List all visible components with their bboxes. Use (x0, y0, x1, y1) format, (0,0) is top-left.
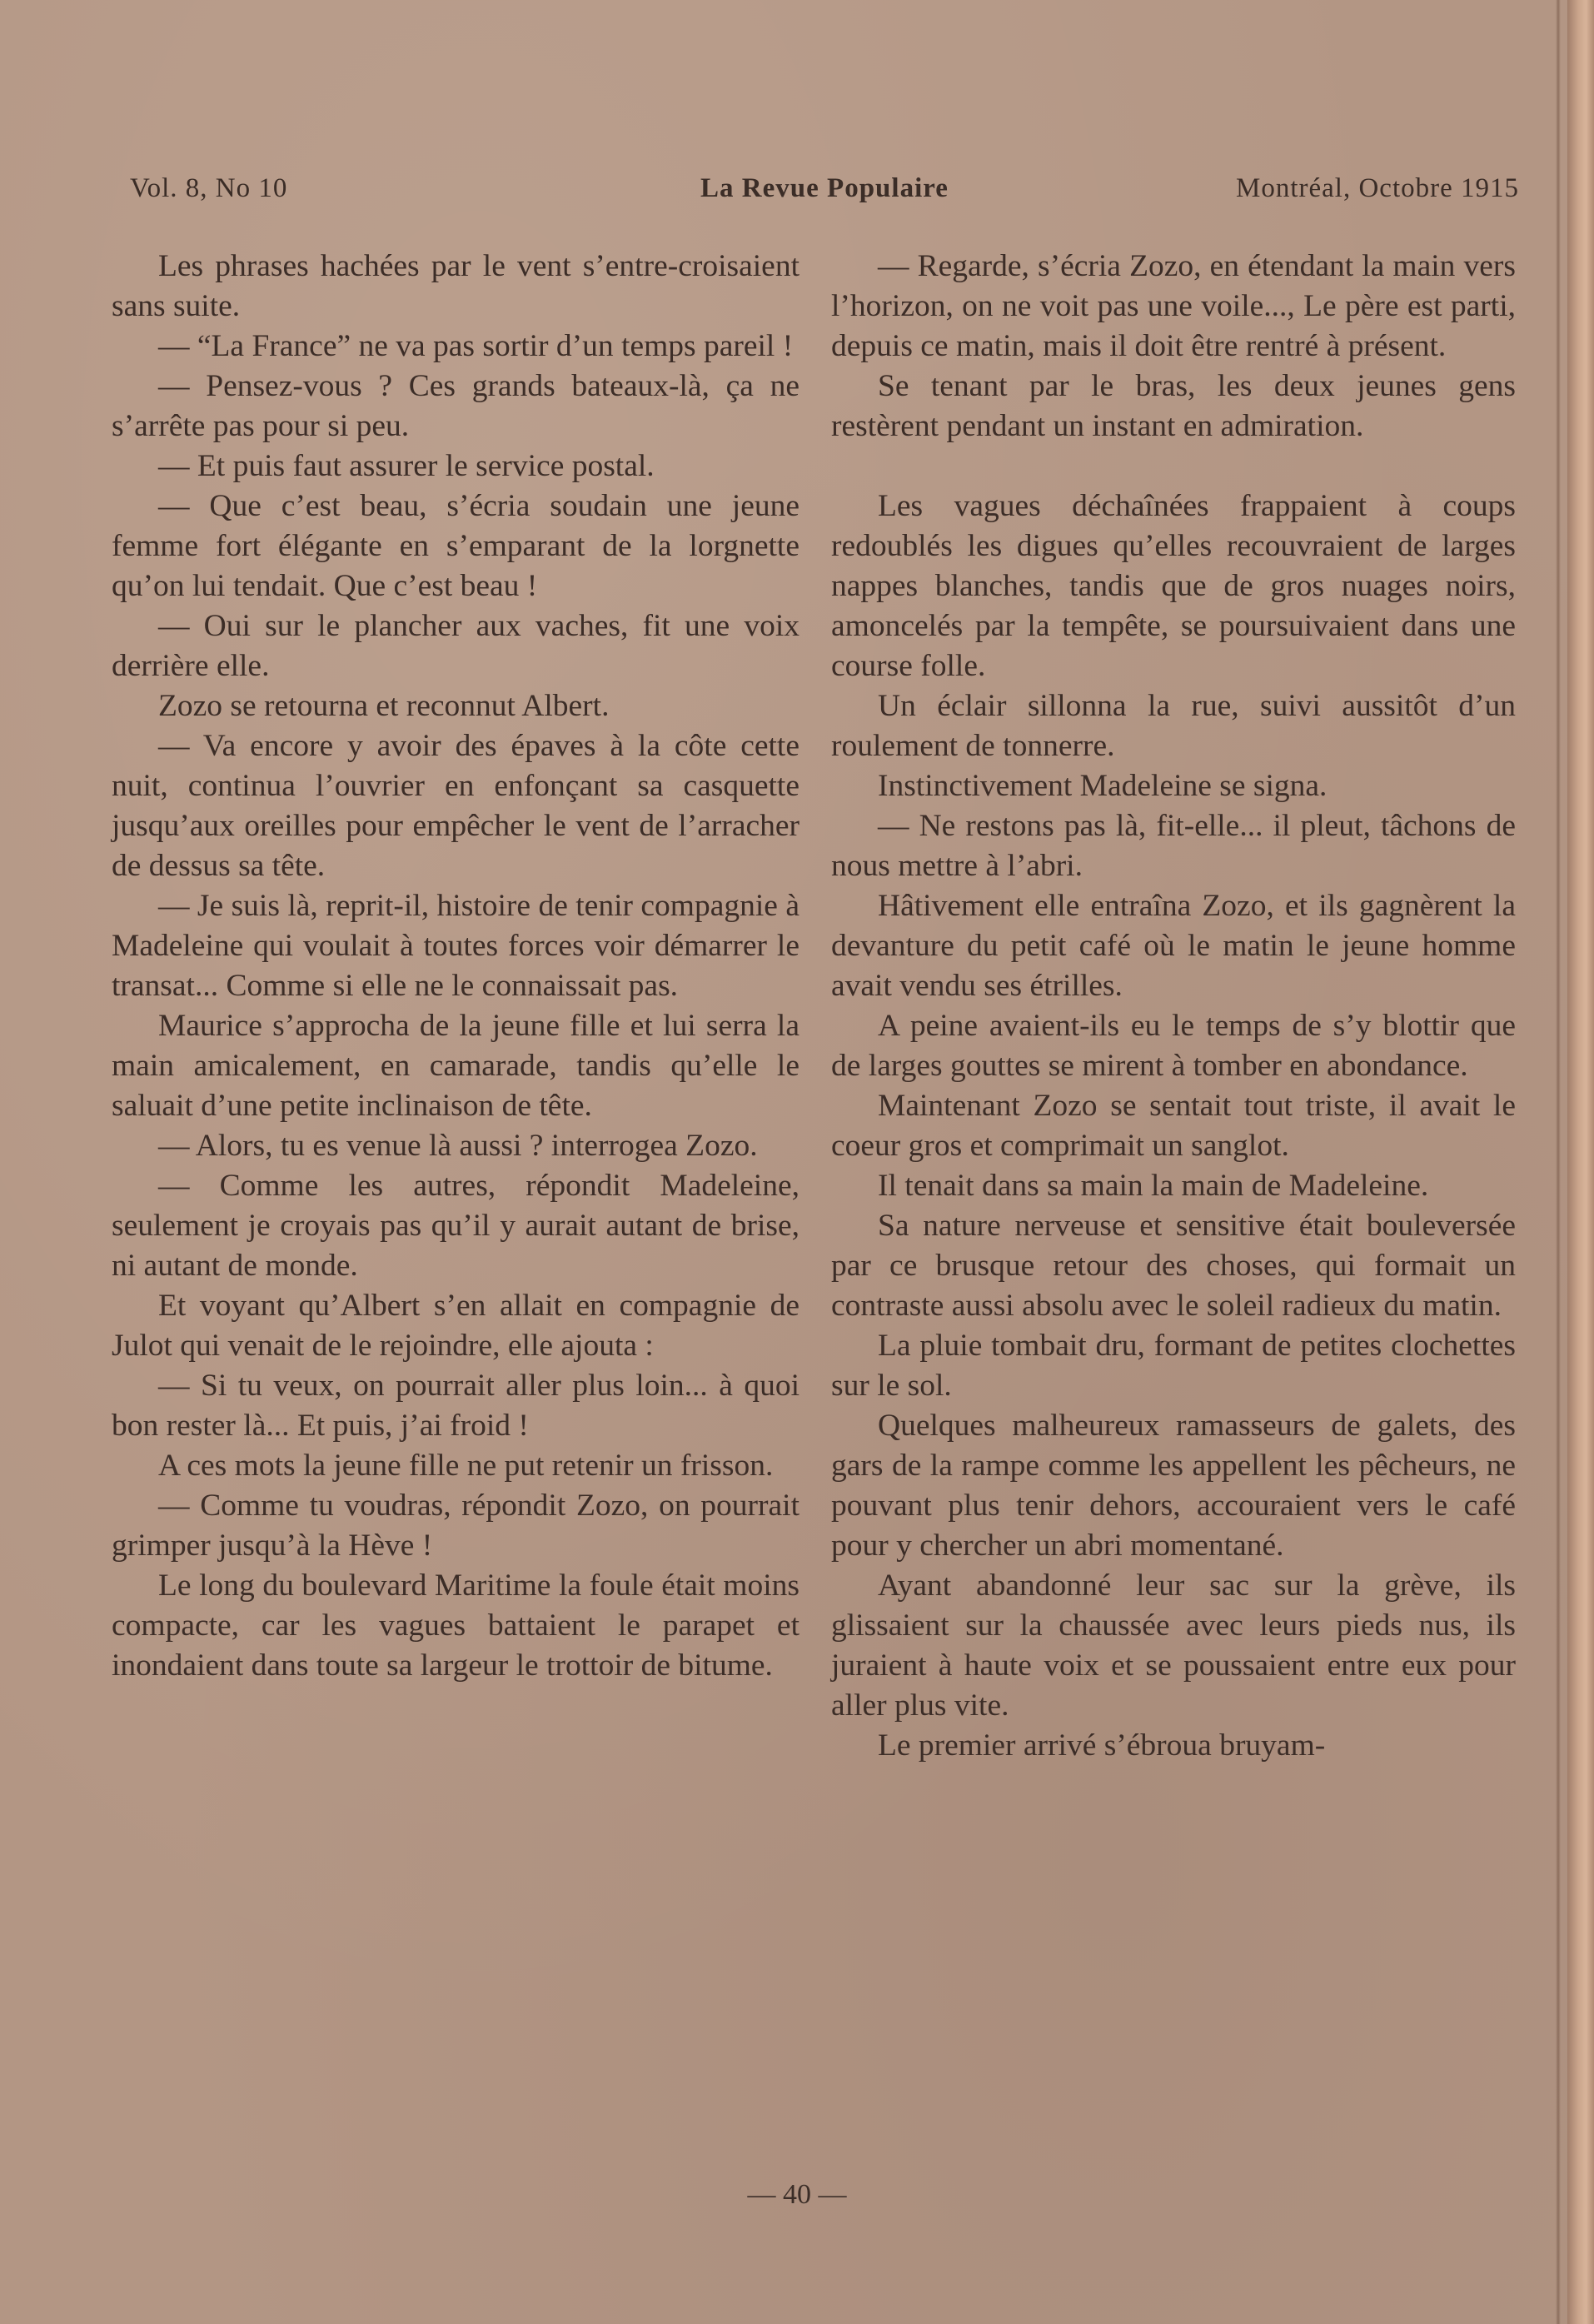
paragraph: A ces mots la jeune fille ne put retenir un frisson. (158, 1449, 774, 1483)
page-edge (1567, 0, 1594, 2324)
paragraph: Se tenant par le bras, les deux jeunes gens restèrent pendant un instant en admiration. (831, 369, 1516, 443)
paragraph: Zozo se retourna et reconnut Albert. (158, 689, 610, 723)
paragraph: Instinctivement Madeleine se signa. (878, 769, 1328, 803)
paragraph: — Ne restons pas là, fit-elle... il pleut, tâchons de nous mettre à l’abri. (831, 809, 1516, 883)
paragraph: — Regarde, s’écria Zozo, en étendant la main vers l’horizon, on ne voit pas une voile..., Le père est parti, depuis ce matin, mais il doit être rentré à présent. (831, 249, 1516, 363)
page-edge-shadow (1556, 0, 1561, 2324)
paragraph: Le premier arrivé s’ébroua bruyam- (878, 1728, 1326, 1763)
paragraph: — Alors, tu es venue là aussi ? interrogea Zozo. (158, 1129, 758, 1163)
left-column (112, 247, 799, 1686)
right-column (831, 247, 1516, 1766)
paragraph: Il tenait dans sa main la main de Madeleine. (878, 1169, 1429, 1203)
paragraph: — Si tu veux, on pourrait aller plus loin... à quoi bon rester là... Et puis, j’ai froid ! (112, 1369, 799, 1443)
paragraph: — Comme les autres, répondit Madeleine, seulement je croyais pas qu’il y aurait autant de brise, ni autant de monde. (112, 1169, 799, 1283)
paragraph: Et voyant qu’Albert s’en allait en compagnie de Julot qui venait de le rejoindre, elle ajouta : (112, 1289, 799, 1363)
paragraph: Les phrases hachées par le vent s’entre-croisaient sans suite. (112, 249, 799, 323)
paragraph: Ayant abandonné leur sac sur la grève, ils glissaient sur la chaussée avec leurs pieds nus, ils juraient à haute voix et se poussaient entre eux pour aller plus vite. (831, 1568, 1516, 1723)
paragraph: — Oui sur le plancher aux vaches, fit une voix derrière elle. (112, 609, 799, 683)
paragraph: — Va encore y avoir des épaves à la côte cette nuit, continua l’ouvrier en enfonçant sa casquette jusqu’aux oreilles pour empêcher le vent de l’arracher de dessus sa tête. (112, 729, 799, 883)
paragraph: La pluie tombait dru, formant de petites clochettes sur le sol. (831, 1329, 1516, 1403)
paragraph: — Que c’est beau, s’écria soudain une jeune femme fort élégante en s’emparant de la lorgnette qu’on lui tendait. Que c’est beau ! (112, 489, 799, 603)
paragraph: Un éclair sillonna la rue, suivi aussitôt d’un roulement de tonnerre. (831, 689, 1516, 763)
paragraph: — Je suis là, reprit-il, histoire de tenir compagnie à Madeleine qui voulait à toutes forces voir démarrer le transat... Comme si elle ne le connaissait pas. (112, 889, 799, 1003)
paragraph: Le long du boulevard Maritime la foule était moins compacte, car les vagues battaient le parapet et inondaient dans toute sa largeur le trottoir de bitume. (112, 1568, 799, 1683)
page-number: — 40 — (747, 2179, 847, 2210)
paragraph: A peine avaient-ils eu le temps de s’y blottir que de larges gouttes se mirent à tomber en abondance. (831, 1009, 1516, 1083)
running-header (130, 173, 1519, 215)
place-date: Montréal, Octobre 1915 (1236, 173, 1519, 203)
paragraph: Maurice s’approcha de la jeune fille et lui serra la main amicalement, en camarade, tandis qu’elle le saluait d’une petite inclinaison de tête. (112, 1009, 799, 1123)
journal-title: La Revue Populaire (700, 173, 949, 203)
paragraph: — Comme tu voudras, répondit Zozo, on pourrait grimper jusqu’à la Hève ! (112, 1489, 799, 1563)
volume-number: Vol. 8, No 10 (130, 173, 288, 203)
paragraph: Hâtivement elle entraîna Zozo, et ils gagnèrent la devanture du petit café où le matin le jeune homme avait vendu ses étrilles. (831, 889, 1516, 1003)
paragraph: Les vagues déchaînées frappaient à coups redoublés les digues qu’elles recouvraient de larges nappes blanches, tandis que de gros nuages noirs, amoncelés par la tempête, se poursuivaient dans une course folle. (831, 489, 1516, 683)
paragraph: — “La France” ne va pas sortir d’un temps pareil ! (158, 329, 794, 363)
paragraph: Sa nature nerveuse et sensitive était bouleversée par ce brusque retour des choses, qui formait un contraste aussi absolu avec le soleil radieux du matin. (831, 1209, 1516, 1323)
paragraph: — Pensez-vous ? Ces grands bateaux-là, ça ne s’arrête pas pour si peu. (112, 369, 799, 443)
paragraph: Maintenant Zozo se sentait tout triste, il avait le coeur gros et comprimait un sanglot. (831, 1089, 1516, 1163)
paragraph: Quelques malheureux ramasseurs de galets, des gars de la rampe comme les appellent les pêcheurs, ne pouvant plus tenir dehors, accouraient vers le café pour y chercher un abri momentané. (831, 1409, 1516, 1563)
paragraph: — Et puis faut assurer le service postal. (158, 449, 655, 483)
